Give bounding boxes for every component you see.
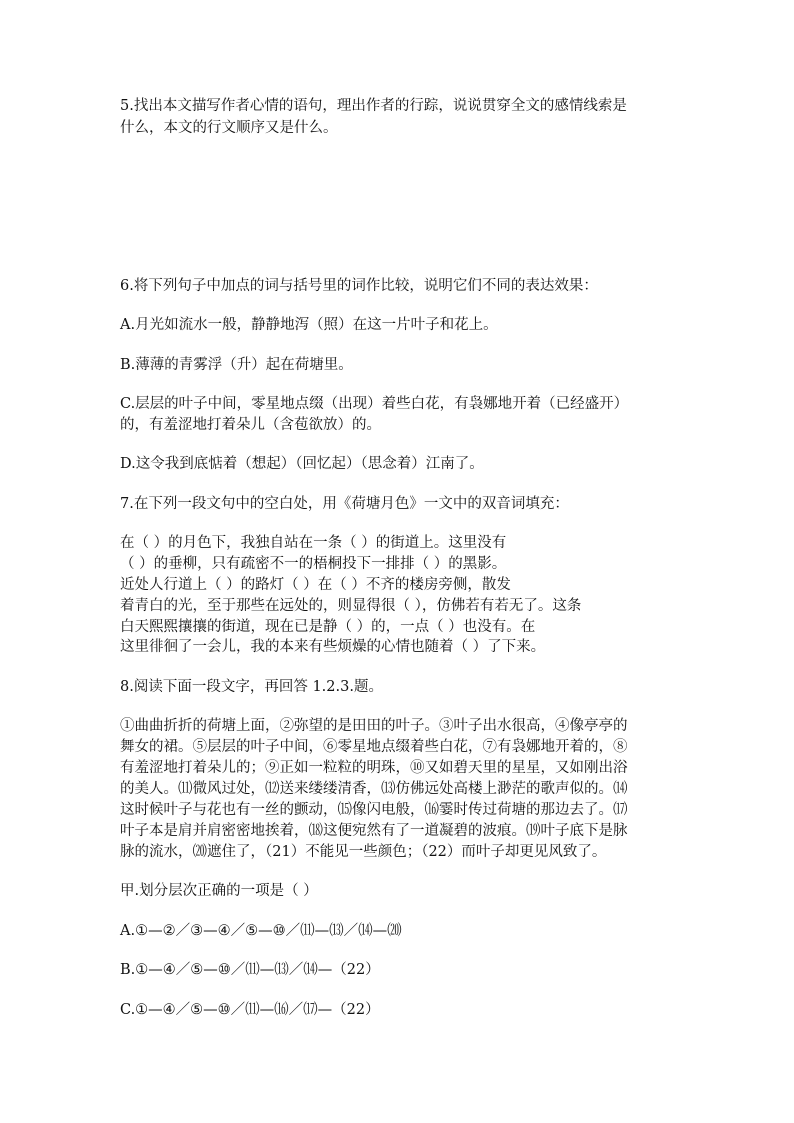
q7-fill-line: 在（ ）的月色下，我独自站在一条（ ）的街道上。这里没有	[120, 535, 507, 551]
q6-option-d: D.这令我到底惦着（想起）（回忆起）（思念着）江南了。	[120, 456, 484, 472]
q6-option-c-line-1: C.层层的叶子中间，零星地点缀（出现）着些白花，有袅娜地开着（已经盛开）	[120, 396, 629, 412]
q6-option-c-line-2: 的，有羞涩地打着朵儿（含苞欲放）的。	[120, 417, 381, 433]
q8-sub-prompt: 甲.划分层次正确的一项是（ ）	[120, 883, 318, 899]
q8-passage-line: ①曲曲折折的荷塘上面，②弥望的是田田的叶子。③叶子出水很高，④像亭亭的	[120, 718, 628, 734]
q8-passage-line: 有羞涩地打着朵儿的；⑨正如一粒粒的明珠，⑩又如碧天里的星星，又如刚出浴	[120, 760, 628, 776]
q7-fill-line: 白天熙熙攘攘的街道，现在已是静（ ）的，一点（ ）也没有。在	[120, 619, 536, 635]
q8-prompt: 8.阅读下面一段文字，再回答 1.2.3.题。	[120, 679, 383, 695]
q8-passage-line: 的美人。⑾微风过处，⑿送来缕缕清香，⒀仿佛远处高楼上渺茫的歌声似的。⒁	[120, 781, 628, 797]
q7-prompt: 7.在下列一段文句中的空白处，用《荷塘月色》一文中的双音词填充：	[120, 496, 569, 512]
q8-passage-line: 这时候叶子与花也有一丝的颤动，⒂像闪电般，⒃霎时传过荷塘的那边去了。⒄	[120, 802, 628, 818]
q8-option-b: B.①—④／⑤—⑩／⑾—⒀／⒁—（22）	[120, 962, 380, 978]
q8-passage-line: 叶子本是肩并肩密密地挨着，⒅这便宛然有了一道凝碧的波痕。⒆叶子底下是脉	[120, 823, 628, 839]
q8-option-a: A.①—②／③—④／⑤—⑩／⑾—⒀／⒁—⒇	[120, 923, 402, 939]
q6-option-b: B.薄薄的青雾浮（升）起在荷塘里。	[120, 357, 353, 373]
q5-line-2: 什么，本文的行文顺序又是什么。	[120, 120, 338, 136]
q6-prompt: 6.将下列句子中加点的词与括号里的词作比较，说明它们不同的表达效果：	[120, 278, 598, 294]
q8-passage-line: 脉的流水，⒇遮住了，（21）不能见一些颜色；（22）而叶子却更见风致了。	[120, 844, 607, 860]
q7-fill-line: 着青白的光，至于那些在远处的，则显得很（ ），仿佛若有若无了。这条	[120, 598, 582, 614]
q8-passage-line: 舞女的裙。⑤层层的叶子中间，⑥零星地点缀着些白花，⑦有袅娜地开着的，⑧	[120, 739, 628, 755]
q7-fill-line: 这里徘徊了一会儿，我的本来有些烦燥的心情也随着（ ）了下来。	[120, 639, 546, 655]
q7-fill-line: （ ）的垂柳，只有疏密不一的梧桐投下一排排（ ）的黑影。	[120, 556, 507, 572]
q6-option-a: A.月光如流水一般，静静地泻（照）在这一片叶子和花上。	[120, 317, 498, 333]
q7-fill-line: 近处人行道上（ ）的路灯（ ）在（ ）不齐的楼房旁侧，散发	[120, 577, 511, 593]
q8-option-c: C.①—④／⑤—⑩／⑾—⒃／⒄—（22）	[120, 1002, 380, 1018]
q5-line-1: 5.找出本文描写作者心情的语句，理出作者的行踪，说说贯穿全文的感情线索是	[120, 98, 627, 114]
